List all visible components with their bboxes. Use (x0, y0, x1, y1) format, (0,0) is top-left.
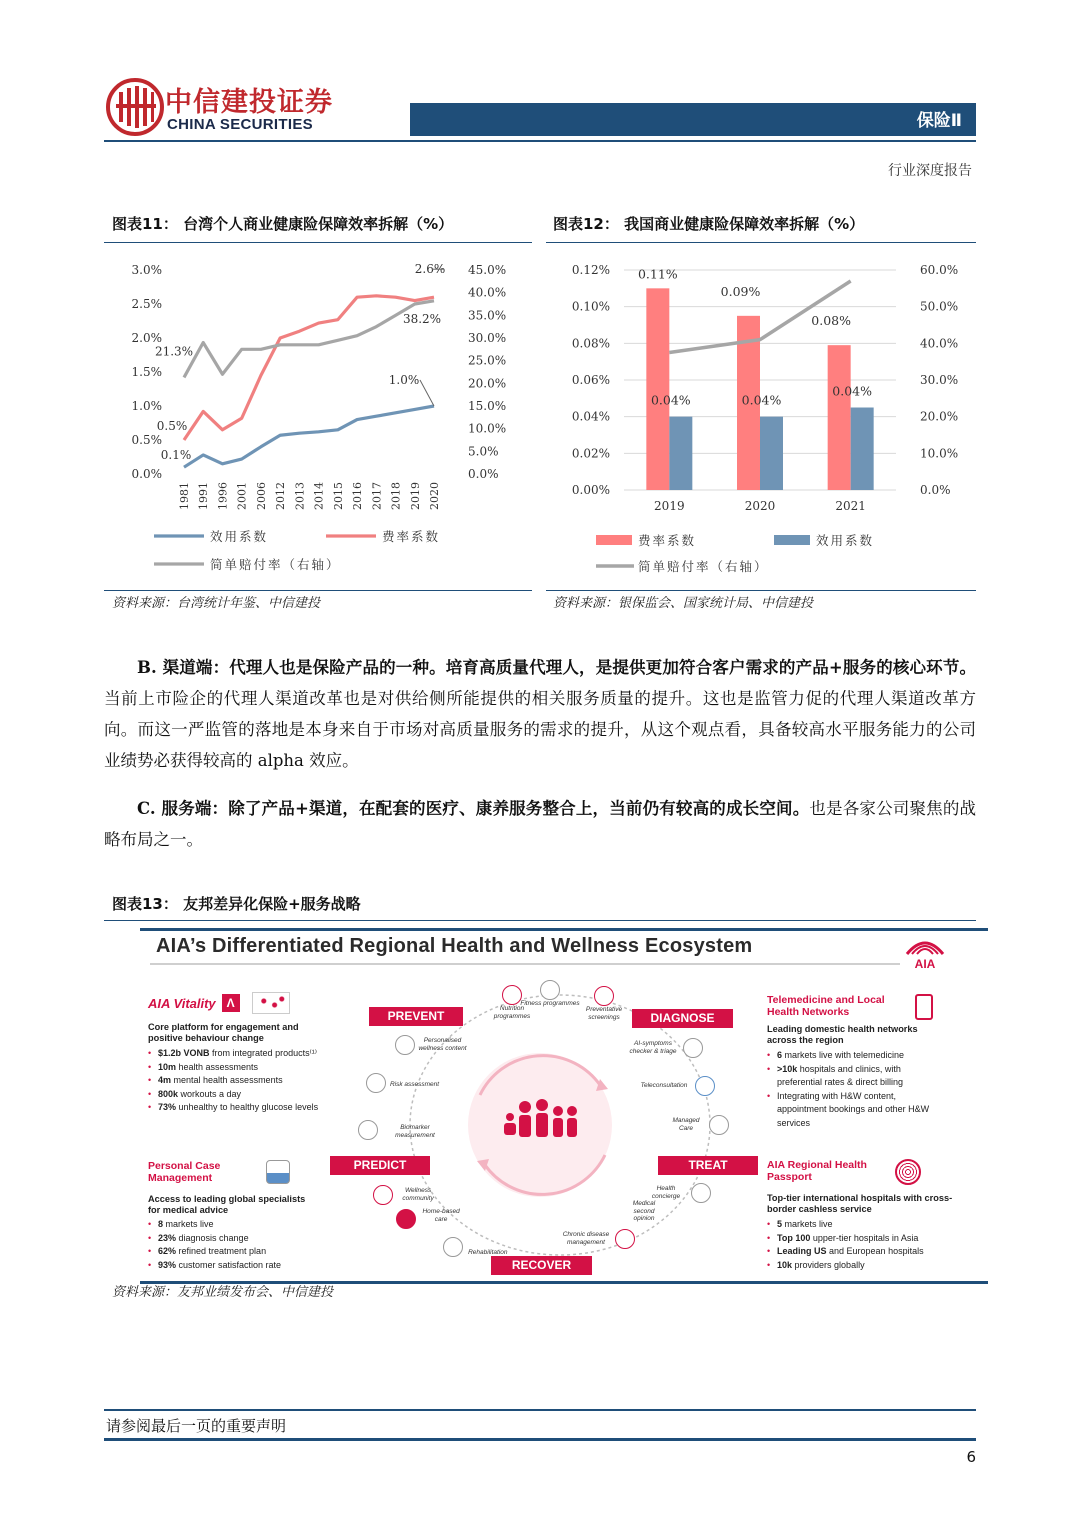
legend-label: 简单赔付率（右轴） (210, 557, 341, 572)
fingerprint-icon (895, 1159, 921, 1185)
telemedicine-heading: Telemedicine and Local Health Networks (767, 994, 885, 1018)
y-right-tick-label: 0.0% (468, 467, 499, 481)
managed-care-icon (709, 1115, 729, 1135)
y-right-tick-label: 45.0% (468, 263, 507, 277)
y-right-tick-label: 20.0% (468, 376, 507, 391)
x-tick-label: 2013 (293, 482, 307, 510)
x-tick-label: 2018 (389, 482, 403, 510)
series-line-简单赔付率（右轴） (184, 301, 434, 378)
health-passport-panel (767, 1159, 967, 1272)
node-home-care: Home-based care (396, 1208, 476, 1229)
clock-icon (443, 1237, 463, 1257)
figure-11-title: 图表11： 台湾个人商业健康险保障效率拆解（%） (112, 215, 454, 233)
y-right-tick-label: 30.0% (468, 331, 507, 345)
vitality-stat-item: • 4m mental health assessments (148, 1074, 358, 1088)
y-right-tick-label: 10.0% (468, 421, 507, 436)
data-annotation: 0.5% (156, 419, 188, 433)
x-tick-label: 2015 (331, 482, 345, 510)
nutrition-icon (502, 985, 522, 1005)
bar-费率系数 (828, 345, 851, 490)
community-icon (373, 1185, 393, 1205)
node-risk: Risk assessment (366, 1073, 441, 1089)
bar-data-label: 0.11% (637, 266, 678, 282)
figure-11-top-rule (104, 242, 532, 243)
vitality-stat-item: • 73% unhealthy to healthy glucose levels (148, 1101, 358, 1115)
case-management-stat-item: • 62% refined treatment plan (148, 1245, 358, 1259)
analytics-dots-icon (252, 992, 290, 1014)
footer-rule-top (104, 1409, 976, 1411)
biomarker-icon (358, 1120, 378, 1140)
vitality-badge-icon: Λ (222, 994, 240, 1012)
vitality-panel (148, 992, 358, 1115)
y-right-tick-label: 40.0% (920, 336, 959, 351)
heart-home-icon (396, 1209, 416, 1229)
telemedicine-stats-list (767, 1049, 937, 1130)
y-left-tick-label: 0.10% (571, 299, 610, 314)
legend-label: 费率系数 (382, 529, 441, 544)
health-passport-stat-item: • 5 markets live (767, 1218, 967, 1232)
case-management-stats-list (148, 1218, 358, 1272)
legend-label: 效用系数 (210, 529, 269, 544)
x-tick-label: 2019 (408, 482, 422, 510)
x-tick-label: 1991 (197, 482, 211, 510)
vitality-stat-item: • $1.2b VONB from integrated products⁽¹⁾ (148, 1047, 358, 1061)
vitality-description: Core platform for engagement and positive behaviour change (148, 1022, 299, 1043)
figure-12-top-rule (546, 242, 976, 243)
doctor-chat-icon (266, 1160, 290, 1184)
aia-figure-title: AIA’s Differentiated Regional Health and Wellness Ecosystem (156, 935, 753, 957)
company-logo (106, 78, 164, 136)
bar-效用系数 (760, 417, 783, 490)
section-label: 保险Ⅱ (916, 111, 962, 131)
legend-label: 简单赔付率（右轴） (638, 559, 769, 574)
health-passport-description: Top-tier international hospitals with cross-border cashless service (767, 1193, 953, 1214)
figure-13-source: 资料来源：友邦业绩发布会、中信建投 (112, 1285, 334, 1300)
paragraph-channel-body: 当前上市险企的代理人渠道改革也是对供给侧所能提供的相关服务质量的提升。这也是监管力促的代理人渠道改革方向。而这一严监管的落地是本身来自于市场对高质量服务的需求的提升，从这个观点看，具备较高水平服务能力的公司业绩势必获得较高的 alpha 效应。 (104, 689, 976, 770)
node-fitness: Fitness programmes (520, 980, 580, 1008)
y-right-tick-label: 50.0% (920, 299, 959, 314)
node-teleconsultation: Teleconsultation (638, 1075, 738, 1096)
y-left-tick-label: 1.0% (131, 399, 162, 413)
y-right-tick-label: 15.0% (468, 399, 507, 413)
paragraph-channel (104, 652, 976, 776)
y-right-tick-label: 5.0% (468, 444, 499, 459)
legend-label: 效用系数 (816, 533, 875, 548)
phone-content-icon (395, 1035, 415, 1055)
series-line-效用系数 (184, 406, 434, 467)
vitality-stat-item: • 800k workouts a day (148, 1088, 358, 1102)
bar-data-label: 0.04% (741, 392, 782, 408)
logo-chinese-name: 中信建投证券 (165, 87, 333, 118)
bar-费率系数 (646, 288, 669, 490)
node-second-opinion: Medical second opinion (632, 1200, 656, 1222)
figure-13-title: 图表13： 友邦差异化保险+服务战略 (112, 895, 361, 913)
fitness-tracker-icon (540, 980, 560, 1000)
bar-data-label: 0.08% (811, 313, 852, 329)
y-left-tick-label: 0.0% (131, 467, 162, 481)
y-right-tick-label: 60.0% (920, 263, 959, 277)
y-right-tick-label: 40.0% (468, 285, 507, 300)
y-right-tick-label: 25.0% (468, 353, 507, 368)
health-passport-stats-list (767, 1218, 967, 1272)
x-tick-label: 2017 (370, 482, 384, 510)
medicine-bottle-icon (915, 994, 933, 1020)
vitality-stat-item: • 10m health assessments (148, 1061, 358, 1075)
y-right-tick-label: 20.0% (920, 409, 959, 424)
y-left-tick-label: 0.08% (571, 336, 610, 351)
phase-prevent: PREVENT (369, 1007, 463, 1026)
header-rule (104, 140, 976, 142)
figure-13-top-rule (104, 920, 976, 921)
y-left-tick-label: 0.06% (571, 373, 610, 387)
figure-12-title: 图表12： 我国商业健康险保障效率拆解（%） (553, 215, 865, 233)
teleconsult-phone-icon (695, 1076, 715, 1096)
node-screenings: Preventative screenings (574, 986, 634, 1021)
clipboard-icon (366, 1073, 386, 1093)
heart-monitor-icon (615, 1229, 635, 1249)
y-right-tick-label: 0.0% (920, 483, 951, 497)
y-left-tick-label: 1.5% (131, 365, 162, 379)
data-annotation: 1.0% (388, 373, 420, 387)
health-passport-stat-item: • Leading US and European hospitals (767, 1245, 967, 1259)
telemedicine-stat-item: • 6 markets live with telemedicine (767, 1049, 937, 1063)
y-left-tick-label: 0.04% (571, 409, 610, 424)
node-managed-care: Managed Care (668, 1114, 748, 1135)
logo-english-name: CHINA SECURITIES (167, 116, 313, 133)
case-management-stat-item: • 23% diagnosis change (148, 1232, 358, 1246)
footer-disclaimer: 请参阅最后一页的重要声明 (106, 1417, 287, 1435)
paragraph-channel-lead: B. 渠道端：代理人也是保险产品的一种。培育高质量代理人，是提供更加符合客户需求的产品+服务的核心环节。 (137, 658, 976, 677)
telemedicine-stat-item: • Integrating with H&W content, appointment bookings and other H&W services (767, 1090, 937, 1131)
phase-predict: PREDICT (330, 1156, 430, 1175)
series-line-费率系数 (184, 296, 434, 440)
node-wellness-content: Personalised wellness content (395, 1035, 470, 1052)
data-annotation: 0.1% (160, 448, 192, 463)
telemedicine-stat-item: • >10k hospitals and clinics, with preferential rates & direct billing (767, 1063, 937, 1090)
x-tick-label: 2021 (835, 499, 866, 513)
y-right-tick-label: 10.0% (920, 446, 959, 461)
y-left-tick-label: 3.0% (131, 263, 162, 277)
x-tick-label: 2019 (654, 499, 685, 513)
x-tick-label: 2020 (744, 499, 776, 513)
figure-11-source: 资料来源：台湾统计年鉴、中信建投 (112, 596, 321, 611)
node-symptom-checker: AI-symptoms checker & triage (628, 1037, 708, 1058)
node-chronic: Chronic disease management (562, 1228, 642, 1249)
x-tick-label: 2012 (274, 482, 288, 510)
figure-12-bottom-rule (546, 590, 976, 591)
footer-rule-bottom (104, 1438, 976, 1441)
x-tick-label: 2016 (351, 482, 365, 510)
data-annotation: 2.6% (414, 262, 446, 277)
node-rehabilitation: Rehabilitation (443, 1236, 523, 1257)
node-nutrition: Nutrition programmes (482, 985, 542, 1020)
section-banner (410, 103, 976, 136)
report-type: 行业深度报告 (888, 163, 972, 179)
figure-11-bottom-rule (104, 590, 532, 591)
case-management-panel (148, 1160, 358, 1272)
ai-doctor-icon (683, 1038, 703, 1058)
paragraph-service-lead: C. 服务端：除了产品+渠道，在配套的医疗、康养服务整合上，当前仍有较高的成长空间。 (137, 799, 810, 818)
y-right-tick-label: 30.0% (920, 373, 959, 387)
bar-效用系数 (669, 417, 692, 490)
x-tick-label: 1996 (216, 482, 230, 510)
health-passport-stat-item: • Top 100 upper-tier hospitals in Asia (767, 1232, 967, 1246)
y-right-tick-label: 35.0% (468, 308, 507, 323)
vitality-logo: AIA Vitality (148, 995, 216, 1011)
telemedicine-description: Leading domestic health networks across the region (767, 1024, 918, 1045)
node-concierge: Health concierge (646, 1182, 726, 1203)
node-community: Wellness community (373, 1184, 453, 1205)
bar-效用系数 (851, 408, 874, 491)
y-left-tick-label: 2.5% (131, 297, 162, 311)
phase-diagnose: DIAGNOSE (632, 1009, 733, 1028)
x-tick-label: 2006 (254, 482, 268, 510)
y-left-tick-label: 0.00% (571, 483, 610, 497)
vitality-stats-list (148, 1047, 358, 1115)
y-left-tick-label: 0.02% (571, 446, 610, 461)
x-tick-label: 2020 (428, 482, 441, 510)
paragraph-service-body: 也是各家公司聚焦的战略布局之一。 (104, 799, 977, 849)
phase-recover: RECOVER (491, 1256, 592, 1275)
bar-data-label: 0.04% (832, 383, 873, 399)
aia-logo (903, 932, 947, 972)
chart-taiwan-health-efficiency (104, 248, 534, 588)
bar-data-label: 0.09% (720, 283, 761, 299)
x-tick-label: 1981 (178, 482, 191, 510)
y-left-tick-label: 2.0% (131, 331, 162, 345)
logo-emblem-icon (106, 78, 164, 136)
paragraph-service (104, 793, 976, 855)
phase-treat: TREAT (658, 1156, 758, 1175)
aia-logo-icon (903, 932, 947, 972)
health-passport-stat-item: • 10k providers globally (767, 1259, 967, 1273)
node-biomarker: Biomarker measurement (358, 1120, 448, 1139)
case-management-description: Access to leading global specialists for medical advice (148, 1194, 306, 1215)
case-management-heading: Personal Case Management (148, 1160, 221, 1184)
data-annotation: 38.2% (402, 311, 442, 326)
bar-data-label: 0.04% (650, 392, 691, 408)
data-annotation: 21.3% (154, 344, 194, 359)
annotation-leader (420, 380, 434, 406)
chart-china-health-efficiency (546, 248, 976, 588)
y-left-tick-label: 0.12% (571, 263, 610, 277)
page-number: 6 (966, 1448, 976, 1466)
title-underline (150, 963, 900, 965)
case-management-stat-item: • 8 markets live (148, 1218, 358, 1232)
legend-swatch (774, 535, 810, 545)
svg-text:AIA: AIA (914, 957, 936, 971)
x-tick-label: 2001 (235, 482, 249, 510)
telemedicine-panel (767, 994, 967, 1130)
y-left-tick-label: 0.5% (131, 433, 162, 447)
x-tick-label: 2014 (312, 482, 326, 510)
health-passport-heading: AIA Regional Health Passport (767, 1159, 867, 1183)
figure-12-source: 资料来源：银保监会、国家统计局、中信建投 (553, 596, 814, 611)
legend-label: 费率系数 (638, 533, 697, 548)
legend-swatch (596, 535, 632, 545)
concierge-icon (691, 1183, 711, 1203)
screening-icon (594, 986, 614, 1006)
case-management-stat-item: • 93% customer satisfaction rate (148, 1259, 358, 1273)
